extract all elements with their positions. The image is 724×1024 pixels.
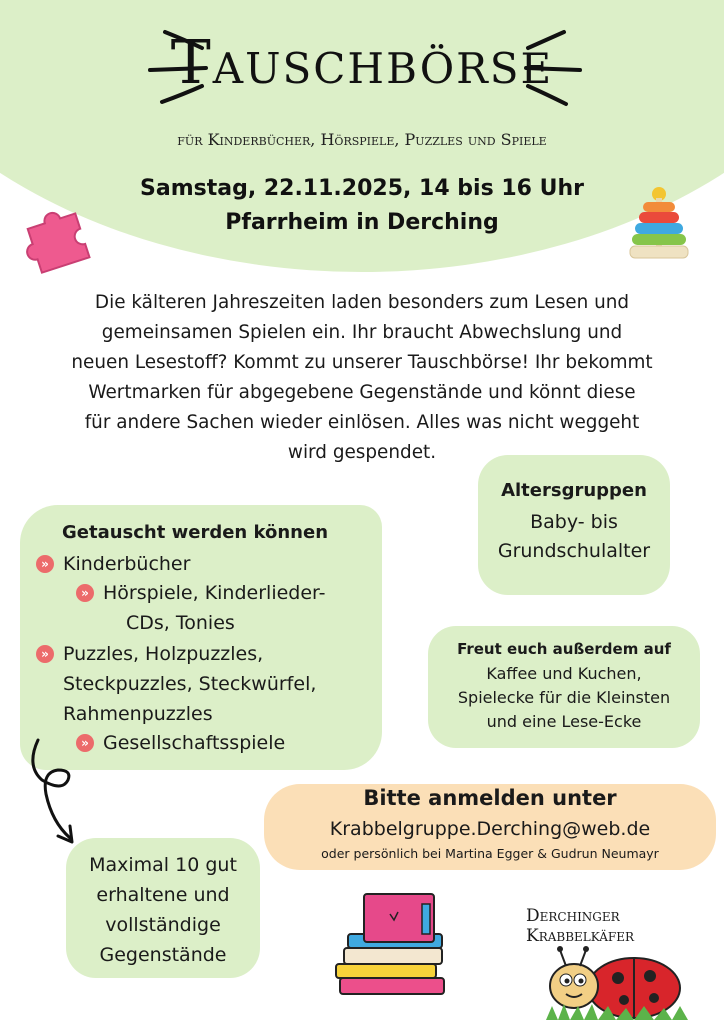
age-groups-heading: Altersgruppen: [501, 480, 647, 501]
registration-email: Krabbelgruppe.Derching@web.de: [329, 818, 651, 840]
bullet-icon: »: [36, 645, 54, 663]
intro-line: gemeinsamen Spielen ein. Ihr braucht Abwechslung und: [101, 322, 623, 343]
intro-line: für andere Sachen wieder einlösen. Alles was nicht weggeht: [84, 412, 640, 433]
extras-text: Kaffee und Kuchen, Spielecke für die Kleinsten und eine Lese-Ecke: [457, 664, 671, 731]
ladybug-icon: [538, 940, 698, 1020]
registration-note: oder persönlich bei Martina Egger & Gudrun Neumayr: [321, 846, 659, 861]
intro-line: Wertmarken für abgegebene Gegenstände und könnt diese: [88, 382, 636, 403]
curly-arrow-icon: [24, 736, 84, 852]
intro-text: [40, 288, 684, 468]
list-item: » Puzzles, Holzpuzzles, Steckpuzzles, Steckwürfel, Rahmenpuzzles: [36, 639, 376, 729]
intro-line: wird gespendet.: [287, 442, 437, 463]
bullet-icon: »: [36, 555, 54, 573]
exchange-items-heading: Getauscht werden können: [62, 522, 329, 543]
stacking-toy-icon: [626, 184, 692, 266]
puzzle-piece-icon: [16, 196, 100, 280]
extras-heading: Freut euch außerdem auf: [457, 640, 671, 658]
max-items-text: Maximal 10 gut erhaltene und vollständige Gegenstände: [89, 854, 237, 966]
bullet-icon: »: [76, 584, 94, 602]
page-title: Tauschbörse: [170, 28, 554, 98]
intro-line: Die kälteren Jahreszeiten laden besonders zum Lesen und: [94, 292, 630, 313]
registration-heading: Bitte anmelden unter: [363, 786, 617, 810]
page-subtitle: für Kinderbücher, Hörspiele, Puzzles und Spiele: [177, 130, 547, 149]
age-groups-text: Baby- bis Grundschulalter: [497, 511, 651, 562]
event-venue: Pfarrheim in Derching: [225, 210, 499, 235]
bullet-icon: »: [76, 734, 94, 752]
list-item: » Gesellschaftsspiele: [76, 728, 376, 758]
list-item: » Hörspiele, Kinderlieder- CDs, Tonies: [76, 578, 376, 638]
event-date: Samstag, 22.11.2025, 14 bis 16 Uhr: [140, 176, 584, 201]
book-stack-icon: [332, 890, 456, 998]
list-item: » Kinderbücher: [36, 549, 376, 579]
intro-line: neuen Lesestoff? Kommt zu unserer Tauschbörse! Ihr bekommt: [71, 352, 653, 373]
brand-name: Derchinger Krabbelkäfer: [526, 906, 635, 946]
